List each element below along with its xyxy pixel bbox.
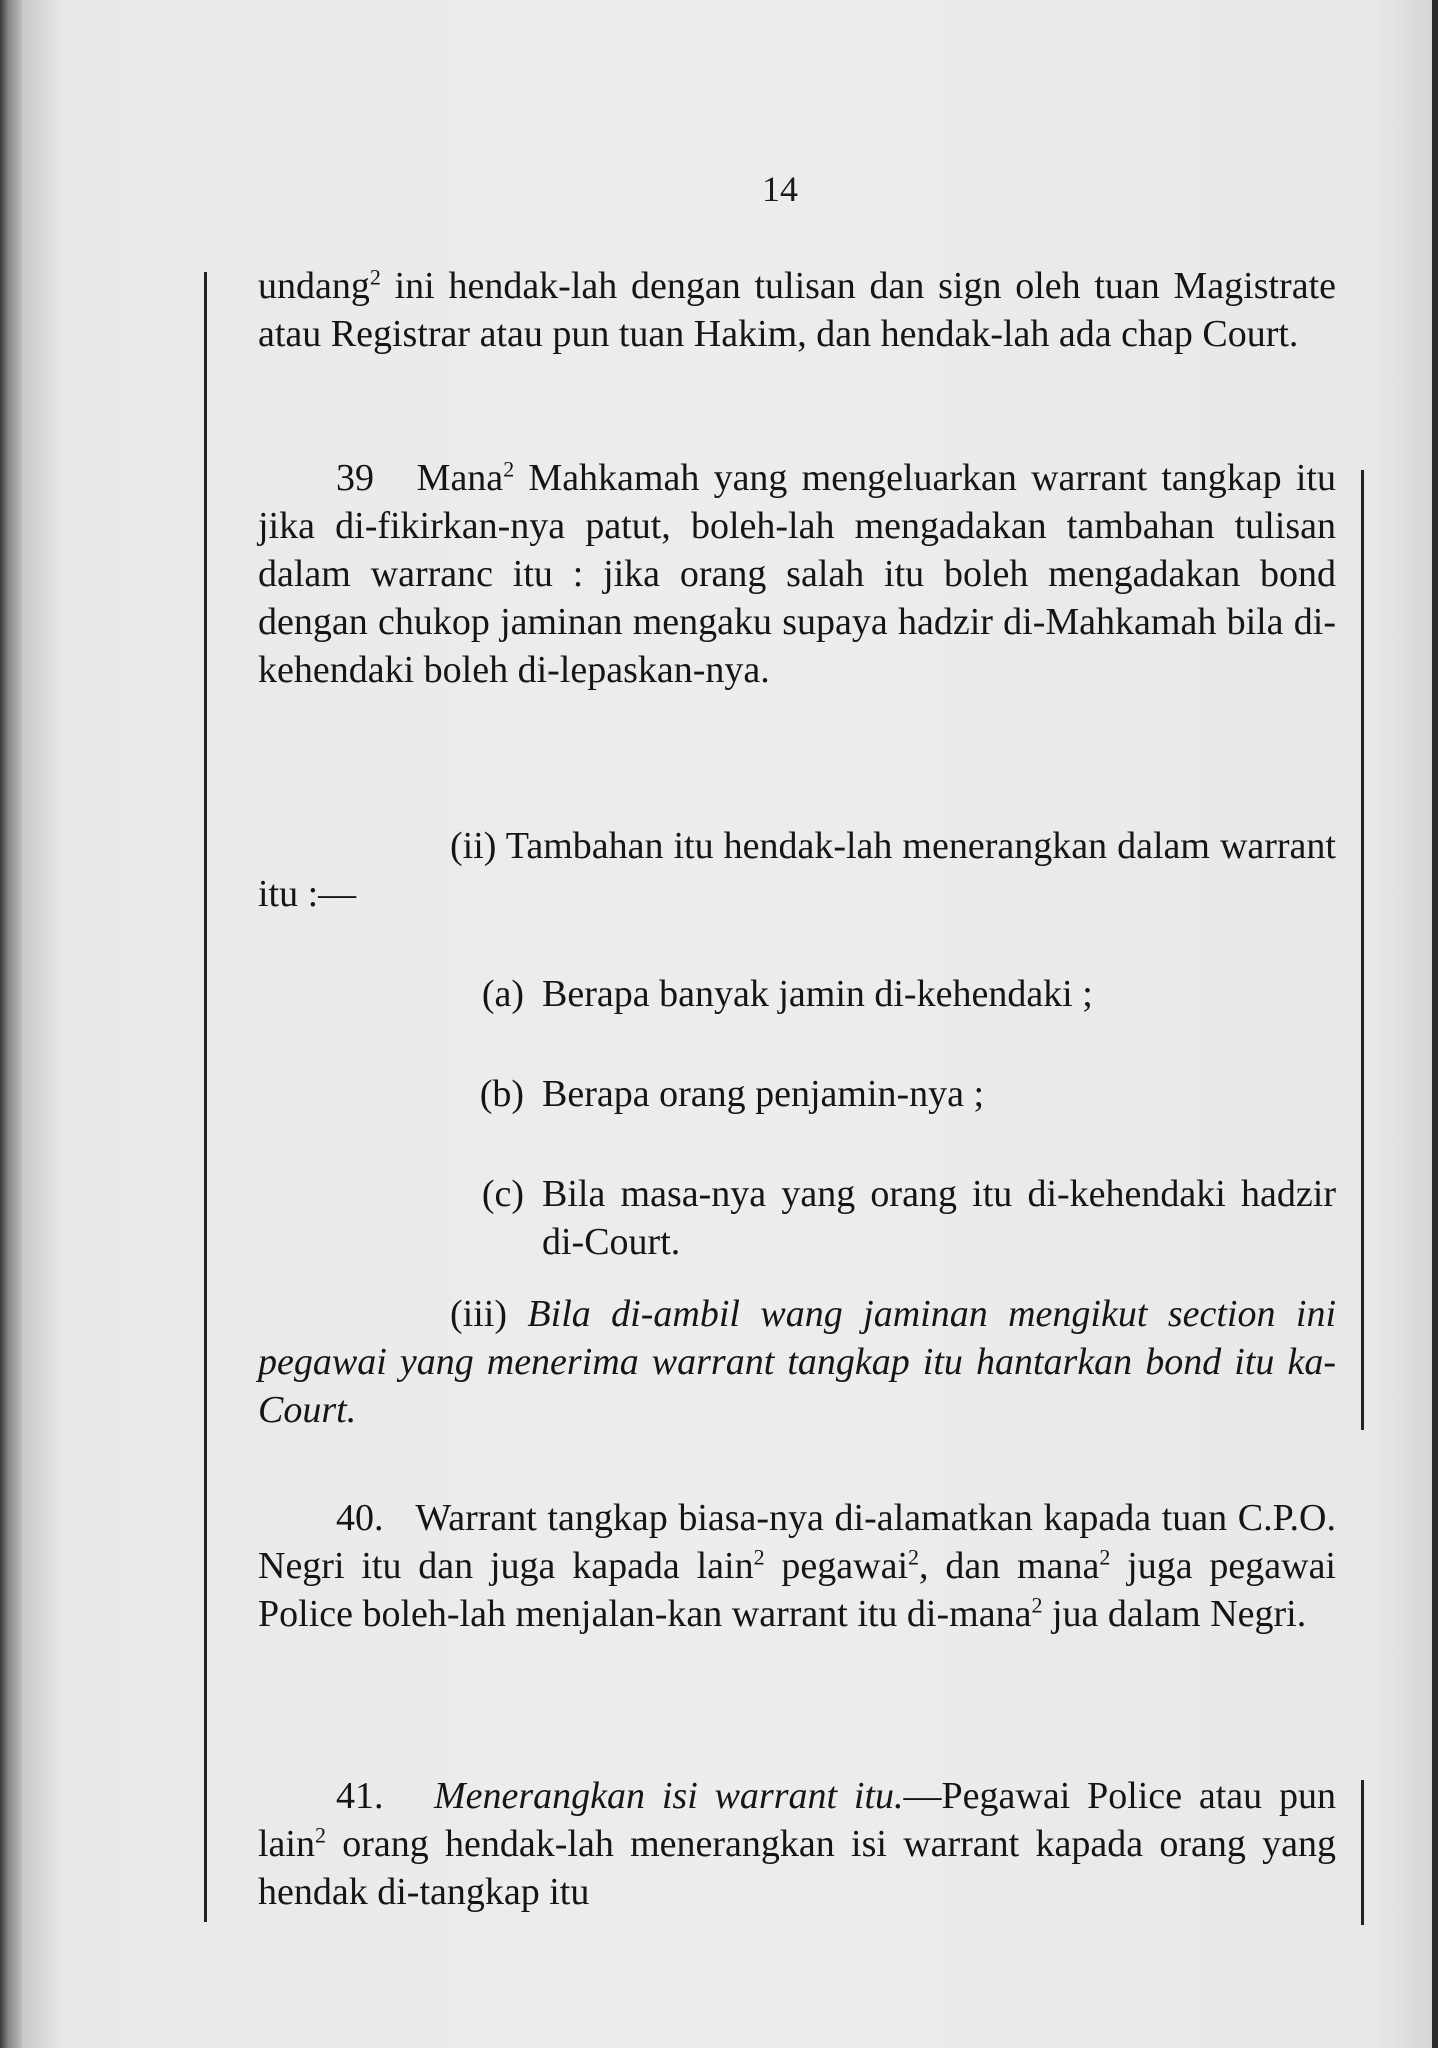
page-number: 14 — [762, 169, 798, 209]
left-margin-rule — [204, 272, 207, 1922]
section-number: 40. — [336, 1497, 384, 1539]
section-39: 39 Mana$^2$ Mahkamah yang mengeluarkan warrant tangkap itu jika di-fikirkan-nya patut, boleh-lah mengadakan tambahan tulisan dalam warranc itu : jika orang salah itu boleh mengadakan bond dengan chukop jaminan mengaku supaya hadzir di-Mahkamah bila di-kehendaki boleh di-lepaskan-nya. — [258, 456, 1336, 691]
jaminan-list — [458, 970, 1336, 1266]
paragraph-continuation: undang$^2$ ini hendak-lah dengan tulisan dan sign oleh tuan Magistrate atau Registrar atau pun tuan Hakim, dan hendak-lah ada chap Court. — [258, 264, 1336, 355]
page-gutter-shadow — [0, 0, 22, 2048]
list-item: (b) Berapa orang penjamin-nya ; — [479, 1073, 985, 1115]
list-item: (c) Bila masa-nya yang orang itu di-kehendaki hadzir di-Court. — [481, 1173, 1336, 1263]
section-39-ii: (ii) Tambahan itu hendak-lah menerangkan dalam warrant itu :— — [258, 825, 1336, 915]
book-page — [22, 0, 1432, 2048]
section-41: 41. Menerangkan isi warrant itu.—Pegawai Police atau pun lain$^2$ orang hendak-lah menerangkan isi warrant kapada orang yang hendak di-tangkap itu — [258, 1775, 1336, 1913]
right-margin-rule-upper — [1361, 470, 1364, 1430]
section-number: 39 — [336, 457, 374, 499]
section-title: Menerangkan isi warrant itu. — [433, 1775, 904, 1817]
list-item: (a) Berapa banyak jamin di-kehendaki ; — [481, 973, 1093, 1015]
right-margin-rule-lower — [1361, 1780, 1364, 1925]
section-40: 40. Warrant tangkap biasa-nya di-alamatkan kapada tuan C.P.O. Negri itu dan juga kapada lain$^2$ pegawai$^2$, dan mana$^2$ juga pegawai Police boleh-lah menjalan-kan warrant itu di-mana$^2$ jua dalam Negri. — [258, 1497, 1336, 1635]
section-number: 41. — [336, 1775, 384, 1817]
section-39-iii: (iii) Bila di-ambil wang jaminan mengikut section ini pegawai yang menerima warrant tangkap itu hantarkan bond itu ka-Court. — [258, 1293, 1337, 1431]
